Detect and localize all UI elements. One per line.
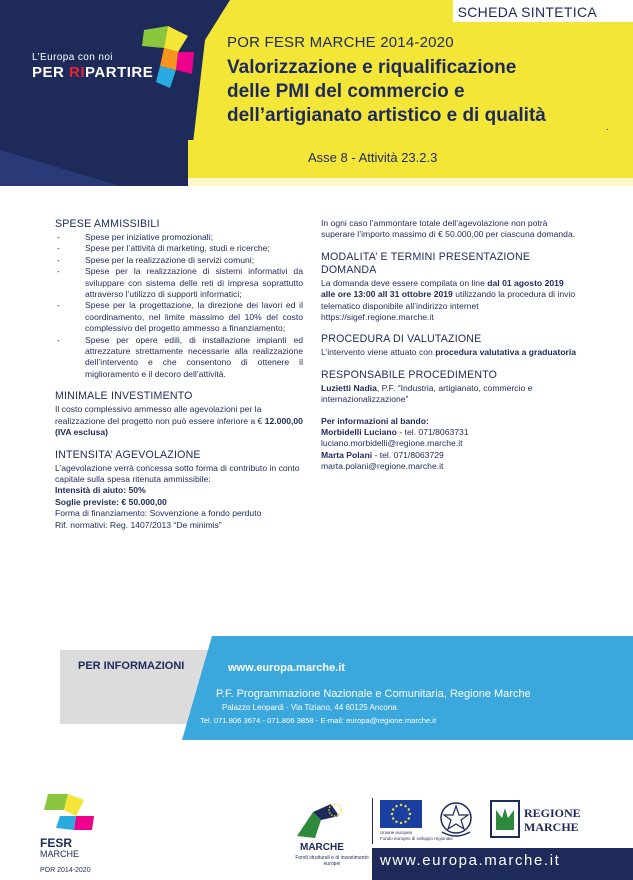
info-bando-title: Per informazioni al bando: — [321, 415, 429, 426]
intensita-rif: Rif. normativi: Reg. 1407/2013 “De minimis” — [55, 519, 222, 530]
minimale-text: Il costo complessivo ammesso alle agevolazioni per la realizzazione del progetto non può essere inferiore a € 12.000,00 (IVA esclusa) — [55, 404, 303, 438]
contact-1: Morbidelli Luciano - tel. 071/8063731 — [321, 427, 469, 438]
header — [0, 0, 633, 186]
responsabile-text: Luzietti Nadia, P.F. “Industria, artigianato, commercio e internazionalizzazione” — [321, 382, 533, 405]
intensita-soglie: Soglie previste: € 50.000,00 — [55, 496, 167, 507]
intensita-text: L’agevolazione verrà concessa sotto forma di contributo in conto capitale sulla spesa ritenuta ammissibile: — [55, 462, 300, 484]
regione-marche-logo-icon — [490, 800, 520, 838]
intensita-title: INTENSITA’ AGEVOLAZIONE — [55, 448, 201, 461]
list-item: - Spese per la realizzazione di servizi comuni; — [55, 255, 303, 266]
header-dot: . — [606, 122, 609, 133]
footer-website-link[interactable]: www.europa.marche.it — [380, 852, 561, 869]
info-website-link[interactable]: www.europa.marche.it — [228, 662, 345, 674]
contact-2: Marta Polani - tel. 071/8063729 — [321, 449, 444, 460]
marche-fsie-sub: Fondi strutturali e di investimento europei — [295, 855, 369, 867]
intensita-aiuto: Intensità di aiuto: 50% — [55, 485, 146, 496]
slogan-big: PER RIPARTIRE — [32, 64, 154, 81]
footer-divider — [372, 798, 373, 844]
intro-text: In ogni caso l’ammontare totale dell’agevolazione non potrà superare l’importo massimo di € 50.000,00 per ciascuna domanda. — [321, 218, 576, 240]
list-item: - Spese per la progettazione, la direzione dei lavori ed il coordinamento, nel limite massimo del 10% del costo complessivo del progetto ammesso a finanziamento; — [55, 300, 303, 334]
spese-title: SPESE AMMISSIBILI — [55, 218, 160, 230]
left-column — [55, 218, 303, 531]
italian-emblem-icon — [436, 798, 476, 840]
info-office: P.F. Programmazione Nazionale e Comunitaria, Regione Marche — [216, 688, 531, 700]
contact-1-email[interactable]: luciano.morbidelli@regione.marche.it — [321, 438, 463, 449]
fesr-label: FESR — [40, 836, 73, 850]
list-item: - Spese per l’attività di marketing, studi e ricerche; — [55, 243, 303, 254]
info-contacts: Tel. 071.806 3674 - 071.806 3858 - E-mail: europa@regione.marche.it — [200, 716, 437, 725]
procedura-text: L’intervento viene attuato con procedura valutativa a graduatoria — [321, 347, 577, 358]
fesr-marche-label: MARCHE — [40, 849, 80, 859]
list-item: - Spese per iniziative promozionali; — [55, 232, 303, 243]
info-label: PER INFORMAZIONI — [78, 660, 185, 672]
europa-logo-icon — [138, 22, 198, 92]
right-column — [321, 218, 577, 473]
page-title: Valorizzazione e riqualificazione delle PMI del commercio e dell’artigianato artistico e di qualità — [227, 57, 546, 126]
eu-flag-icon — [380, 800, 422, 828]
list-item: - Spese per la realizzazione di sistemi informativi da sviluppare con sistema delle reti di impresa soprattutto attraverso l’utilizzo di supporti informatici; — [55, 266, 303, 300]
eu-caption: Unione europea Fondo europeo di sviluppo regionale — [380, 830, 453, 841]
contact-2-email[interactable]: marta.polani@regione.marche.it — [321, 461, 444, 472]
regione-marche-label: REGIONE MARCHE — [524, 806, 581, 834]
procedura-title: PROCEDURA DI VALUTAZIONE — [321, 333, 482, 346]
marche-fsie-label: MARCHE — [300, 842, 344, 853]
fesr-logo-icon — [40, 790, 112, 872]
intensita-forma: Forma di finanziamento: Sovvenzione a fondo perduto — [55, 508, 262, 519]
scheda-label: SCHEDA SINTETICA — [457, 4, 597, 20]
slogan-small: L’Europa con noi — [32, 52, 113, 63]
responsabile-title: RESPONSABILE PROCEDIMENTO — [321, 368, 498, 381]
fesr-por-label: POR 2014-2020 — [40, 867, 91, 874]
por-title: POR FESR MARCHE 2014-2020 — [227, 34, 454, 51]
modalita-text: La domanda deve essere compilata on line dal 01 agosto 2019 alle ore 13:00 all 31 ottobre 2019 utilizzando la procedura di invio telematico disponibile all’indirizzo internet https://sigef.regione.marche.it — [321, 277, 576, 323]
asse-label: Asse 8 - Attività 23.2.3 — [308, 150, 438, 165]
info-address: Palazzo Leopardi - Via Tiziano, 44 60125 Ancona — [222, 703, 397, 712]
modalita-title: MODALITA’ E TERMINI PRESENTAZIONE DOMANDA — [321, 250, 531, 276]
list-item: - Spese per opere edili, di installazione impianti ed attrezzature strettamente necessarie alla realizzazione dell’intervento e che consentono di ottenere il miglioramento e il decoro dell’attività. — [55, 335, 303, 381]
minimale-title: MINIMALE INVESTIMENTO — [55, 390, 193, 403]
marche-fsie-logo-icon — [291, 800, 359, 840]
